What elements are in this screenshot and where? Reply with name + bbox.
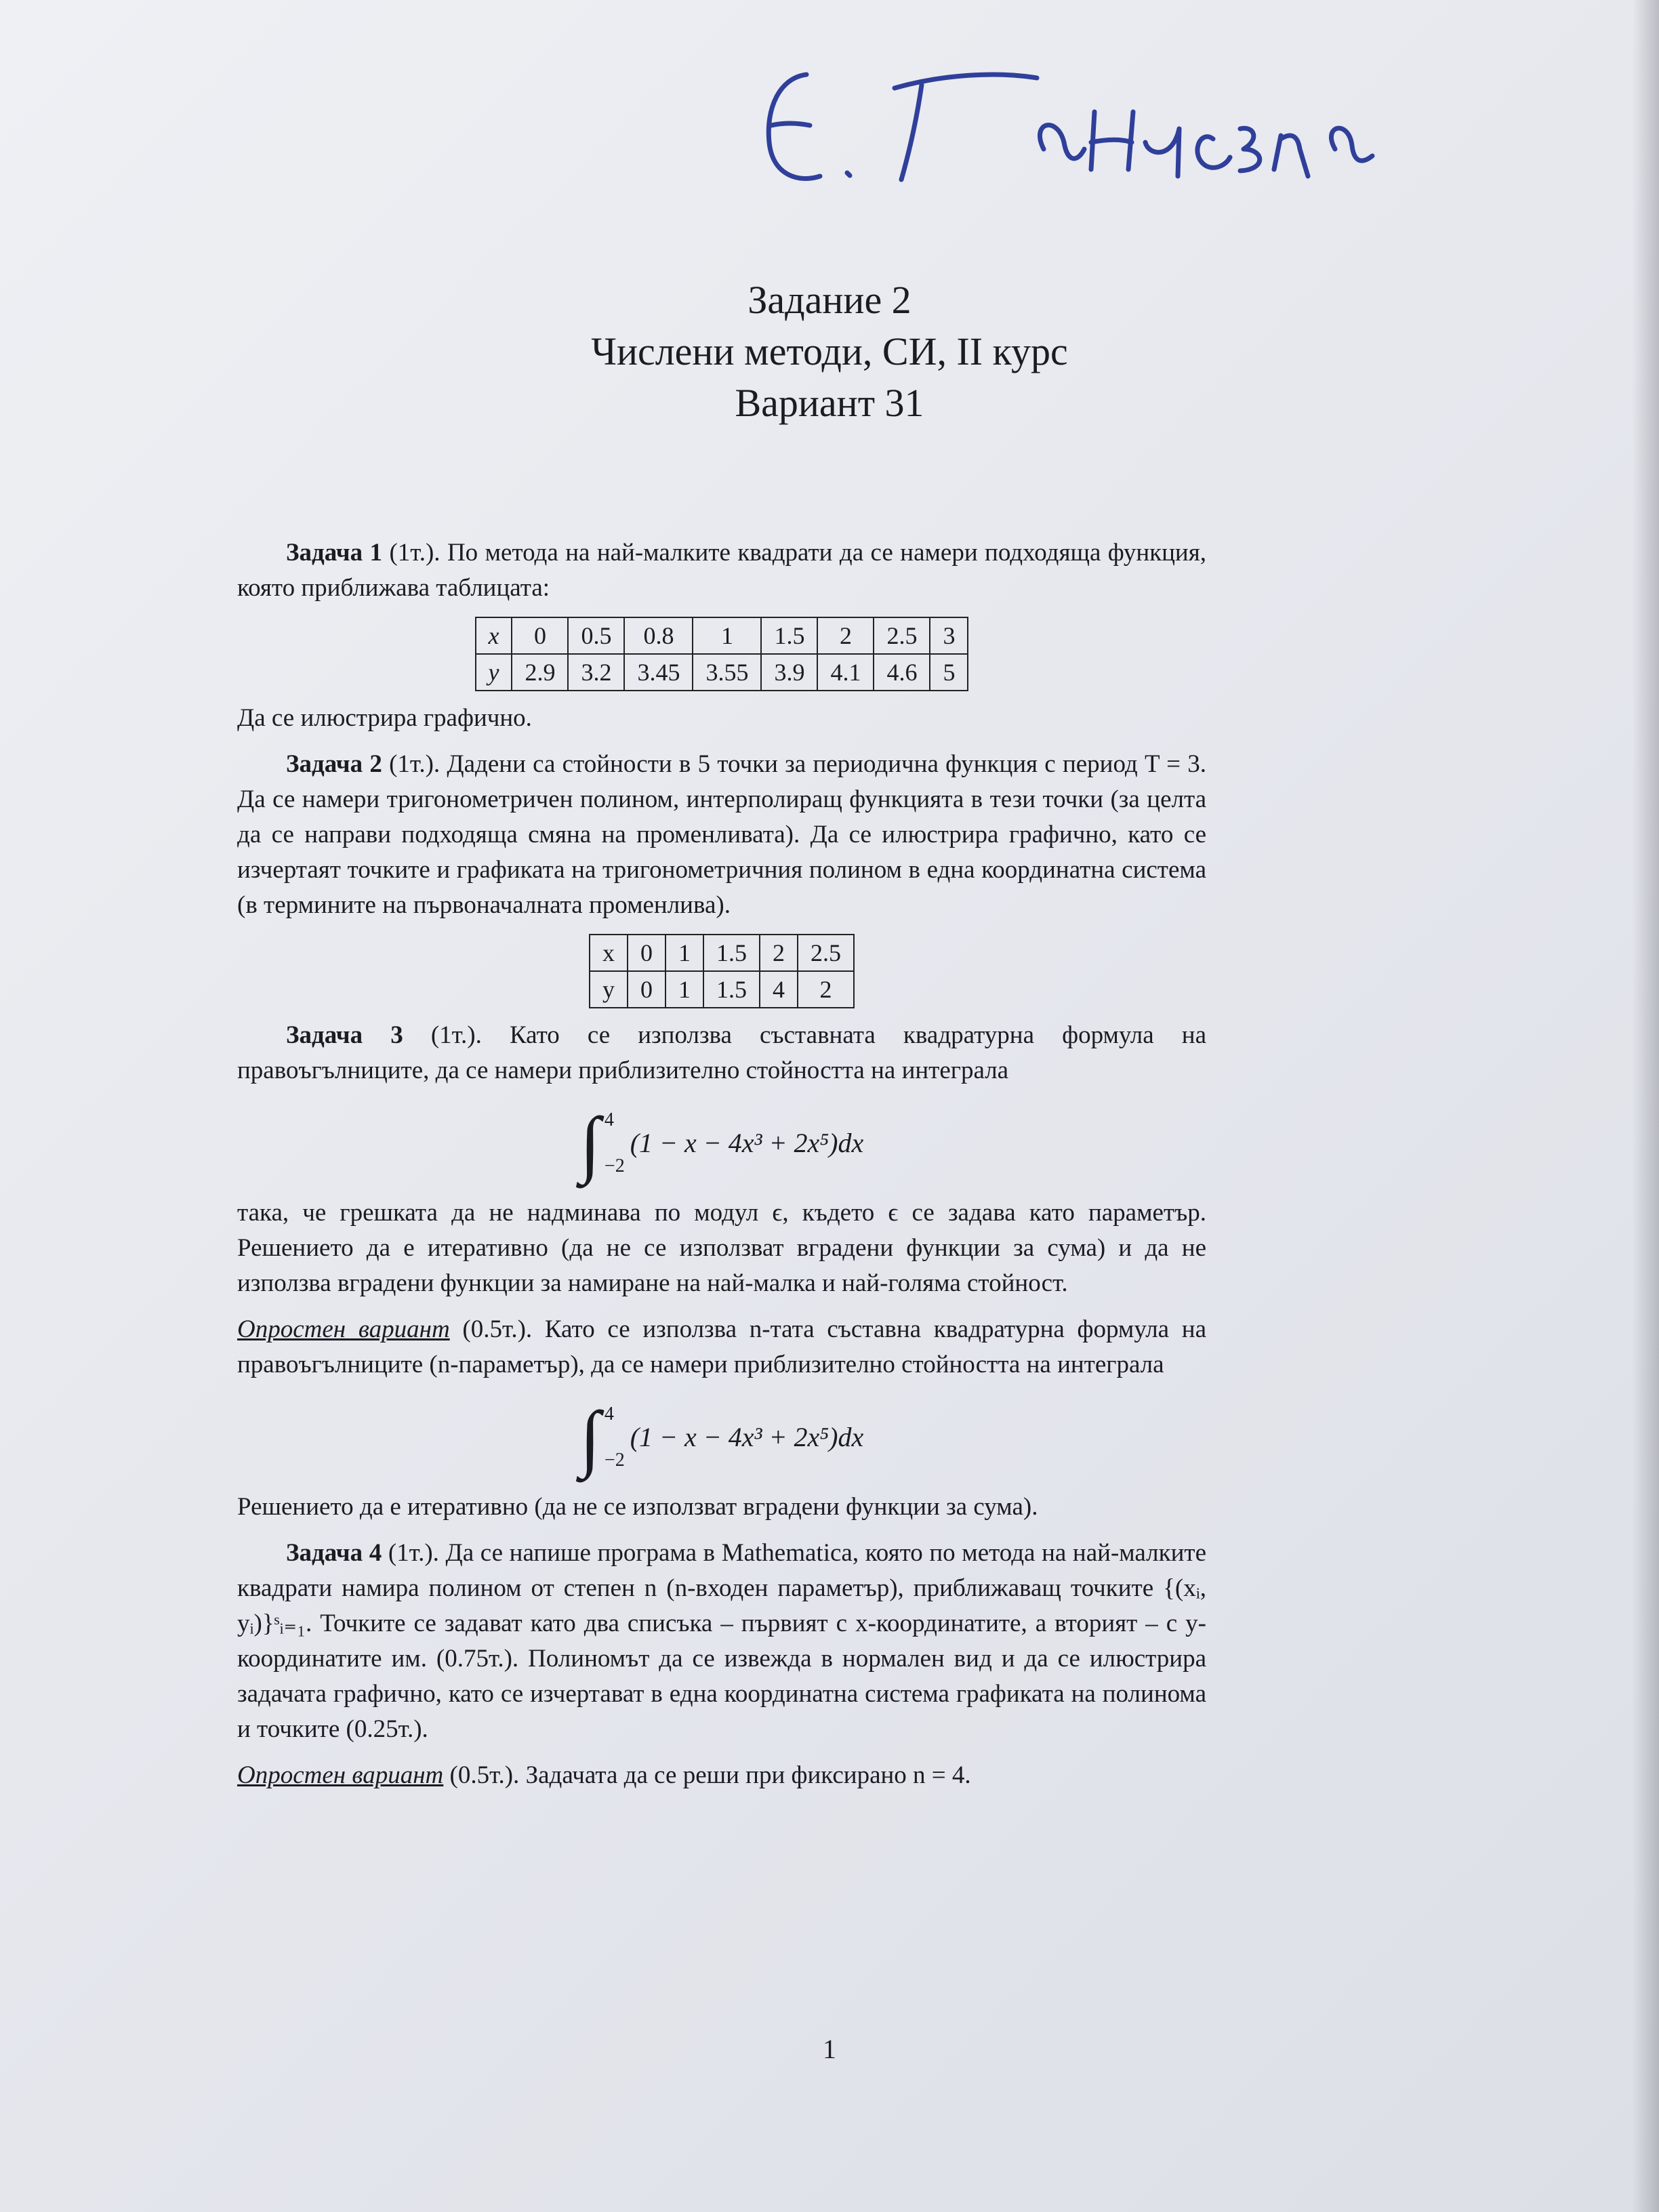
upper-limit: 4: [604, 1404, 614, 1425]
task4-simplified-points: (0.5т.).: [449, 1761, 520, 1789]
doc-title: Задание 2: [747, 278, 912, 322]
table-cell: 2.9: [512, 654, 568, 691]
task4-simplified-text: Задачата да се реши при фиксирано n = 4.: [525, 1761, 971, 1789]
table-cell: 1.5: [761, 617, 817, 654]
table-cell: 0: [628, 971, 665, 1008]
integral-limits: [605, 1397, 625, 1478]
table-cell: 1: [665, 935, 703, 971]
integral-limits: [605, 1103, 625, 1184]
task3-integral: [237, 1099, 1206, 1187]
task3-simplified-points: (0.5т.).: [462, 1315, 533, 1343]
task1-label: Задача 1: [286, 539, 383, 567]
table-cell: 4: [760, 971, 798, 1008]
page-number: 1: [823, 2034, 836, 2064]
integrand: (1 − x − 4x³ + 2x⁵)dx: [630, 1128, 864, 1158]
table-cell: 4.6: [874, 654, 930, 691]
integral-sign-icon: ∫: [579, 1396, 600, 1479]
lower-limit: −2: [604, 1450, 625, 1471]
task2-paragraph: [237, 747, 1206, 923]
task4-label: Задача 4: [286, 1539, 382, 1567]
handwritten-signature: [739, 47, 1389, 203]
task1-points: (1т.).: [389, 539, 441, 567]
task3-simplified-label: Опростен вариант: [237, 1315, 450, 1343]
table-cell: 2: [817, 617, 874, 654]
task2-points: (1т.).: [389, 750, 441, 778]
task4-points: (1т.).: [388, 1539, 439, 1567]
integrand: (1 − x − 4x³ + 2x⁵)dx: [630, 1422, 864, 1452]
table-cell: 3.9: [761, 654, 817, 691]
task4-simplified-label: Опростен вариант: [237, 1761, 444, 1789]
task1-x-label: x: [476, 617, 512, 654]
task3-after: така, че грешката да не надминава по модул ϵ, където ϵ се задава като параметър. Решението да е итеративно (да не се използват вградени функции за сума) и да не използва вградени функции за намиране на най-малка и най-голяма стойност.: [237, 1199, 1206, 1297]
task1-table: [475, 617, 969, 691]
table-cell: 2.5: [874, 617, 930, 654]
table-cell: 4.1: [817, 654, 874, 691]
task3-label: Задача 3: [286, 1021, 403, 1049]
header: [0, 274, 1659, 429]
table-cell: 3: [930, 617, 968, 654]
table-cell: 0: [628, 935, 665, 971]
table-cell: 3.45: [624, 654, 693, 691]
task1-y-label: y: [476, 654, 512, 691]
task1-table-y-row: [476, 654, 968, 691]
tasks-body: [237, 535, 1206, 1804]
task3-text: Като се използва съставната квадратурна формула на правоъгълниците, да се намери приблизително стойността на интеграла: [237, 1021, 1206, 1084]
task3-simplified-integral: [237, 1393, 1206, 1481]
task2-table-y-row: [590, 971, 854, 1008]
table-cell: 3.2: [568, 654, 624, 691]
table-cell: 1: [693, 617, 761, 654]
task2-table: [589, 934, 855, 1008]
task4-simplified: [237, 1758, 1206, 1793]
integral-sign-icon: ∫: [579, 1102, 600, 1185]
table-cell: 1: [665, 971, 703, 1008]
table-cell: 2: [760, 935, 798, 971]
table-cell: 2.5: [798, 935, 854, 971]
task1-table-x-row: [476, 617, 968, 654]
task2-label: Задача 2: [286, 750, 382, 778]
table-cell: 0.5: [568, 617, 624, 654]
task3-points: (1т.).: [430, 1021, 482, 1049]
table-cell: 2: [798, 971, 854, 1008]
table-cell: 1.5: [703, 935, 760, 971]
task2-x-label: x: [590, 935, 628, 971]
table-cell: 3.55: [693, 654, 761, 691]
lower-limit: −2: [604, 1155, 625, 1176]
task4-paragraph: [237, 1536, 1206, 1747]
task3-simplified: [237, 1312, 1206, 1382]
table-cell: 0.8: [624, 617, 693, 654]
doc-variant: Вариант 31: [735, 381, 924, 425]
doc-subtitle: Числени методи, СИ, II курс: [591, 329, 1068, 373]
table-cell: 0: [512, 617, 568, 654]
task2-y-label: y: [590, 971, 628, 1008]
task3-simplified-text: Като се използва n-тата съставна квадратурна формула на правоъгълниците (n-параметър), да се намери приблизително стойността на интеграла: [237, 1315, 1207, 1378]
task1-paragraph: [237, 535, 1206, 606]
task4-text: Да се напише програма в Mathematica, която по метода на най-малките квадрати намира полином от степен n (n-входен параметър), приближаващ точките {(xᵢ, yᵢ)}ˢᵢ₌₁. Точките се задават като два списъка – първият с x-координатите, а вторият – с y-координатите им. (0.75т.). Полиномът да се извежда в нормален вид и да се илюстрира задачата графично, като се изчертават в една координатна система графиката на полинома и точките (0.25т.).: [237, 1539, 1207, 1743]
task3-simplified-after: Решението да е итеративно (да не се използват вградени функции за сума).: [237, 1493, 1038, 1521]
task3-paragraph: [237, 1018, 1206, 1088]
task2-table-x-row: [590, 935, 854, 971]
task2-text: Дадени са стойности в 5 точки за периодична функция с период T = 3. Да се намери тригонометричен полином, интерполиращ функцията в тези точки (за целта да се направи подходяща смяна на променливата). Да се илюстрира графично, като се изчертаят точките и графиката на тригонометричния полином в една координатна система (в термините на първоначалната променлива).: [237, 750, 1206, 919]
task1-after: Да се илюстрира графично.: [237, 704, 532, 732]
table-cell: 5: [930, 654, 968, 691]
table-cell: 1.5: [703, 971, 760, 1008]
task1-text: По метода на най-малките квадрати да се намери подходяща функция, която приближава таблицата:: [237, 539, 1207, 602]
upper-limit: 4: [604, 1109, 614, 1130]
